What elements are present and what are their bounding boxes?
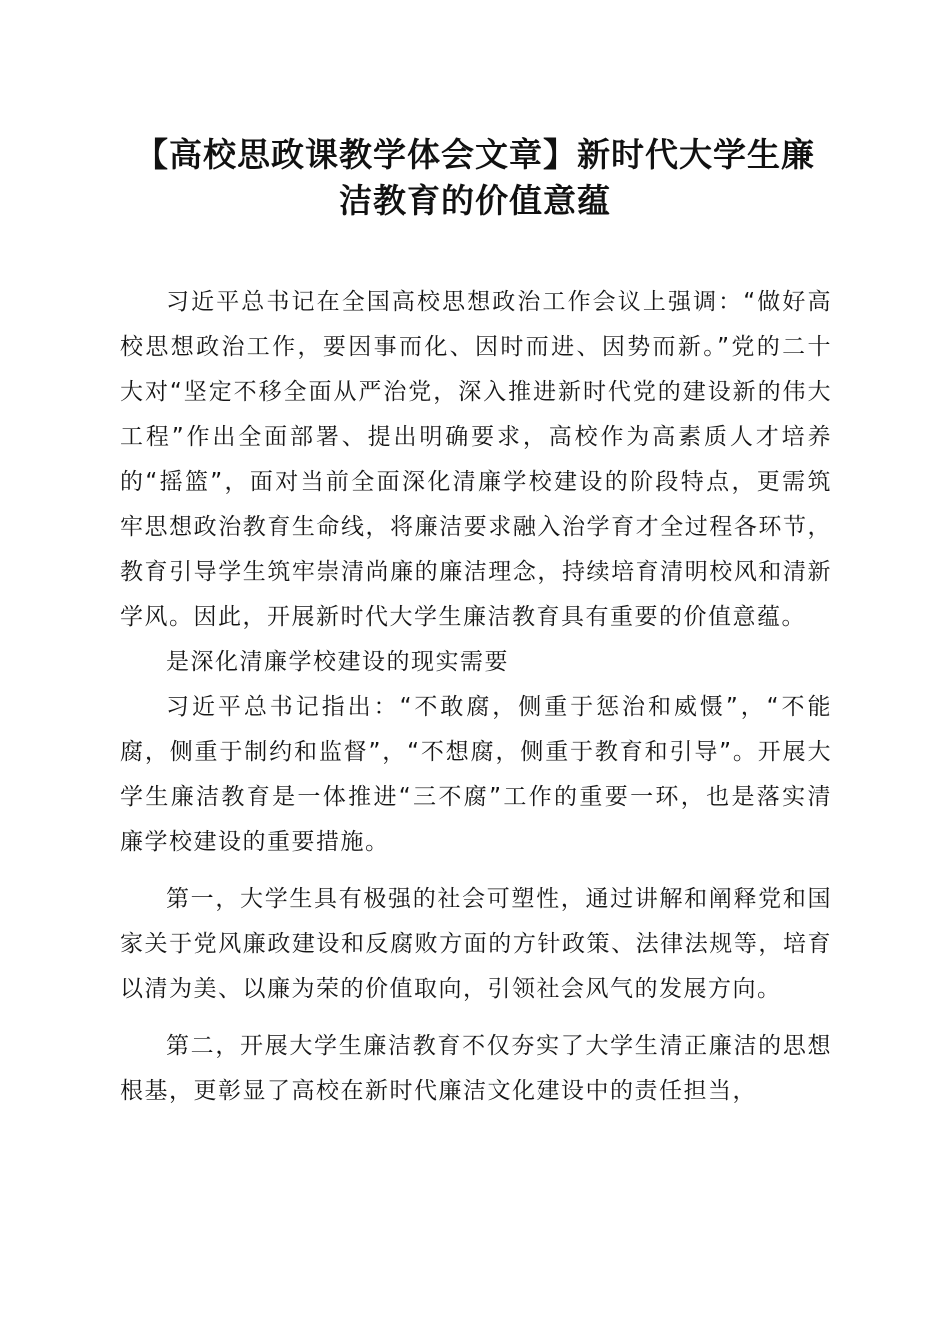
paragraph-intro: 习近平总书记在全国高校思想政治工作会议上强调：“做好高校思想政治工作，要因事而化、因时而进、因势而新。”党的二十大对“坚定不移全面从严治党，深入推进新时代党的建设新的伟大工程”作出全面部署、提出明确要求，高校作为高素质人才培养的“摇篮”，面对当前全面深化清廉学校建设的阶段特点，更需筑牢思想政治教育生命线，将廉洁要求融入治学育才全过程各环节，教育引导学生筑牢崇清尚廉的廉洁理念，持续培育清明校风和清新学风。因此，开展新时代大学生廉洁教育具有重要的价值意蕴。 xyxy=(120,289,832,630)
paragraph-first-point: 第一，大学生具有极强的社会可塑性，通过讲解和阐释党和国家关于党风廉政建设和反腐败方面的方针政策、法律法规等，培育以清为美、以廉为荣的价值取向，引领社会风气的发展方向。 xyxy=(120,886,832,1002)
paragraph-second-point: 第二，开展大学生廉洁教育不仅夯实了大学生清正廉洁的思想根基，更彰显了高校在新时代廉洁文化建设中的责任担当， xyxy=(120,1033,832,1104)
section-heading: 是深化清廉学校建设的现实需要 xyxy=(166,649,509,675)
title-line-2: 洁教育的价值意蕴 xyxy=(339,181,611,220)
paragraph-quote: 习近平总书记指出：“不敢腐，侧重于惩治和威慑”，“不能腐，侧重于制约和监督”，“不想腐，侧重于教育和引导”。开展大学生廉洁教育是一体推进“三不腐”工作的重要一环，也是落实清廉学校建设的重要措施。 xyxy=(120,694,832,855)
title-line-1: 【高校思政课教学体会文章】新时代大学生廉 xyxy=(135,135,815,174)
document-body xyxy=(120,280,832,1114)
document-title xyxy=(110,132,840,224)
